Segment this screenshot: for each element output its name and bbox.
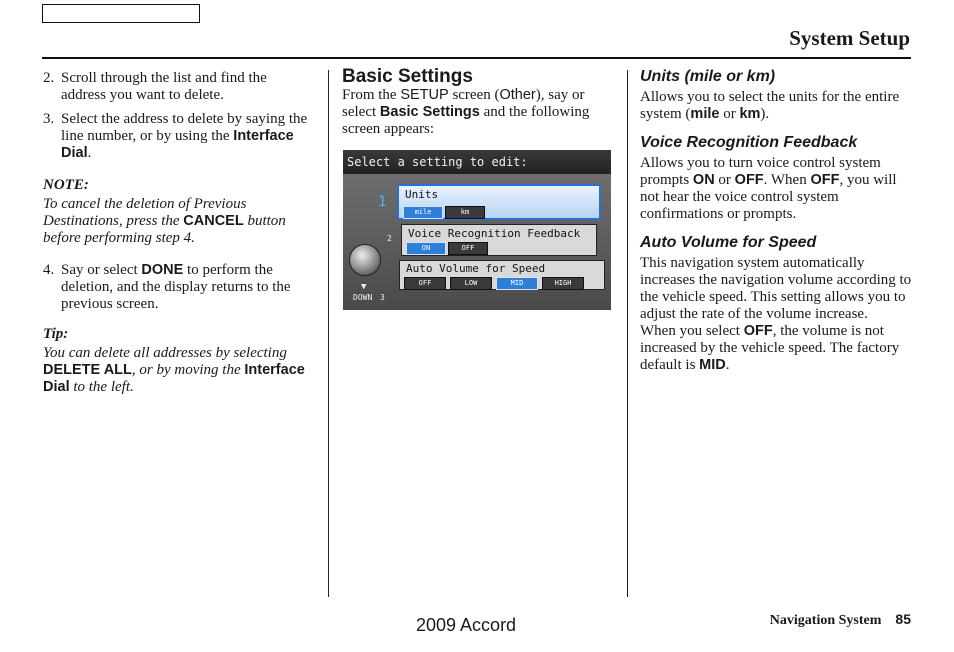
screen-header: Select a setting to edit: <box>343 150 611 174</box>
step-2-number: 2. <box>43 70 55 86</box>
cancel-term: CANCEL <box>183 213 244 229</box>
right-column <box>640 68 912 374</box>
left-column <box>43 70 315 396</box>
step-2 <box>43 70 315 104</box>
off-term-2: OFF <box>810 172 840 188</box>
header-rule <box>42 57 911 59</box>
avs-off-term: OFF <box>743 323 773 339</box>
mile-term: mile <box>690 106 720 122</box>
voice-feedback-on-option[interactable]: ON <box>406 242 446 255</box>
auto-volume-row[interactable] <box>399 260 605 290</box>
done-term: DONE <box>141 262 184 278</box>
step-3-text: Select the address to delete by saying the line number, or by using the Interface Dial. <box>61 111 308 161</box>
voice-feedback-off-option[interactable]: OFF <box>448 242 488 255</box>
step-4-number: 4. <box>43 262 55 278</box>
tip-text: You can delete all addresses by selecting DELETE ALL, or by moving the Interface Dial to the left. <box>43 345 305 395</box>
units-heading: Units (mile or km) <box>640 68 776 85</box>
auto-volume-mid-option[interactable]: MID <box>496 277 538 290</box>
screen-body <box>343 174 611 310</box>
auto-volume-text-1: This navigation system automatically increases the navigation volume according to the vehicle speed. This setting allows you to adjust the rate of the volume increase. <box>640 255 912 322</box>
step-3-number: 3. <box>43 111 55 127</box>
note-text: To cancel the deletion of Previous Destinations, press the CANCEL button before performing step 4. <box>43 196 286 246</box>
delete-all-term: DELETE ALL <box>43 362 132 378</box>
page-title: System Setup <box>789 26 910 50</box>
page-number: 85 <box>895 611 911 627</box>
voice-feedback-heading: Voice Recognition Feedback <box>640 134 858 151</box>
step-4 <box>43 262 315 313</box>
navigation-screen <box>343 150 611 310</box>
setup-term: SETUP <box>400 87 449 103</box>
units-row[interactable] <box>397 184 601 220</box>
auto-volume-text-2: When you select OFF, the volume is not increased by the vehicle speed. The factory default is MID. <box>640 323 900 373</box>
other-term: Other <box>499 87 536 103</box>
basic-settings-term: Basic Settings <box>379 104 480 120</box>
interface-dial-icon <box>349 244 381 276</box>
mid-term: MID <box>699 357 726 373</box>
units-mile-option[interactable]: mile <box>403 206 443 219</box>
page-number-3: 3 <box>380 293 385 302</box>
voice-feedback-text: Allows you to turn voice control system prompts ON or OFF. When OFF, you will not hear the voice control system confirmations or prompts. <box>640 155 897 222</box>
page-number-1: 1 <box>378 194 387 210</box>
down-arrow-icon: ▼ <box>361 282 367 292</box>
basic-settings-text: From the SETUP screen (Other), say or select Basic Settings and the following screen appears: <box>342 87 590 137</box>
down-label: DOWN <box>353 293 373 302</box>
km-term: km <box>739 106 761 122</box>
units-row-label: Units <box>405 188 439 201</box>
units-text: Allows you to select the units for the entire system (mile or km). <box>640 89 900 122</box>
middle-column <box>342 68 614 138</box>
footer-section <box>770 611 911 629</box>
page-number-2: 2 <box>387 234 392 243</box>
auto-volume-heading: Auto Volume for Speed <box>640 234 817 251</box>
auto-volume-off-option[interactable]: OFF <box>404 277 446 290</box>
interface-dial-term-2: Interface Dial <box>43 362 305 395</box>
column-divider-1 <box>328 70 329 597</box>
column-divider-2 <box>627 70 628 597</box>
off-term: OFF <box>734 172 764 188</box>
header-tab-box <box>42 4 200 23</box>
step-2-text: Scroll through the list and find the address you want to delete. <box>61 70 267 103</box>
auto-volume-low-option[interactable]: LOW <box>450 277 492 290</box>
step-4-text: Say or select DONE to perform the deletion, and the display returns to the previous screen. <box>61 262 291 312</box>
basic-settings-heading: Basic Settings <box>342 66 473 87</box>
auto-volume-high-option[interactable]: HIGH <box>542 277 584 290</box>
voice-feedback-row-label: Voice Recognition Feedback <box>408 227 581 240</box>
note-heading: NOTE: <box>43 177 89 193</box>
units-km-option[interactable]: km <box>445 206 485 219</box>
on-term: ON <box>692 172 715 188</box>
footer-section-label: Navigation System <box>769 613 882 628</box>
voice-feedback-row[interactable] <box>401 224 597 256</box>
step-3 <box>43 111 315 162</box>
footer-model: 2009 Accord <box>416 615 517 635</box>
auto-volume-row-label: Auto Volume for Speed <box>406 262 546 275</box>
tip-heading: Tip: <box>43 326 69 342</box>
interface-dial-term: Interface Dial <box>61 128 294 161</box>
